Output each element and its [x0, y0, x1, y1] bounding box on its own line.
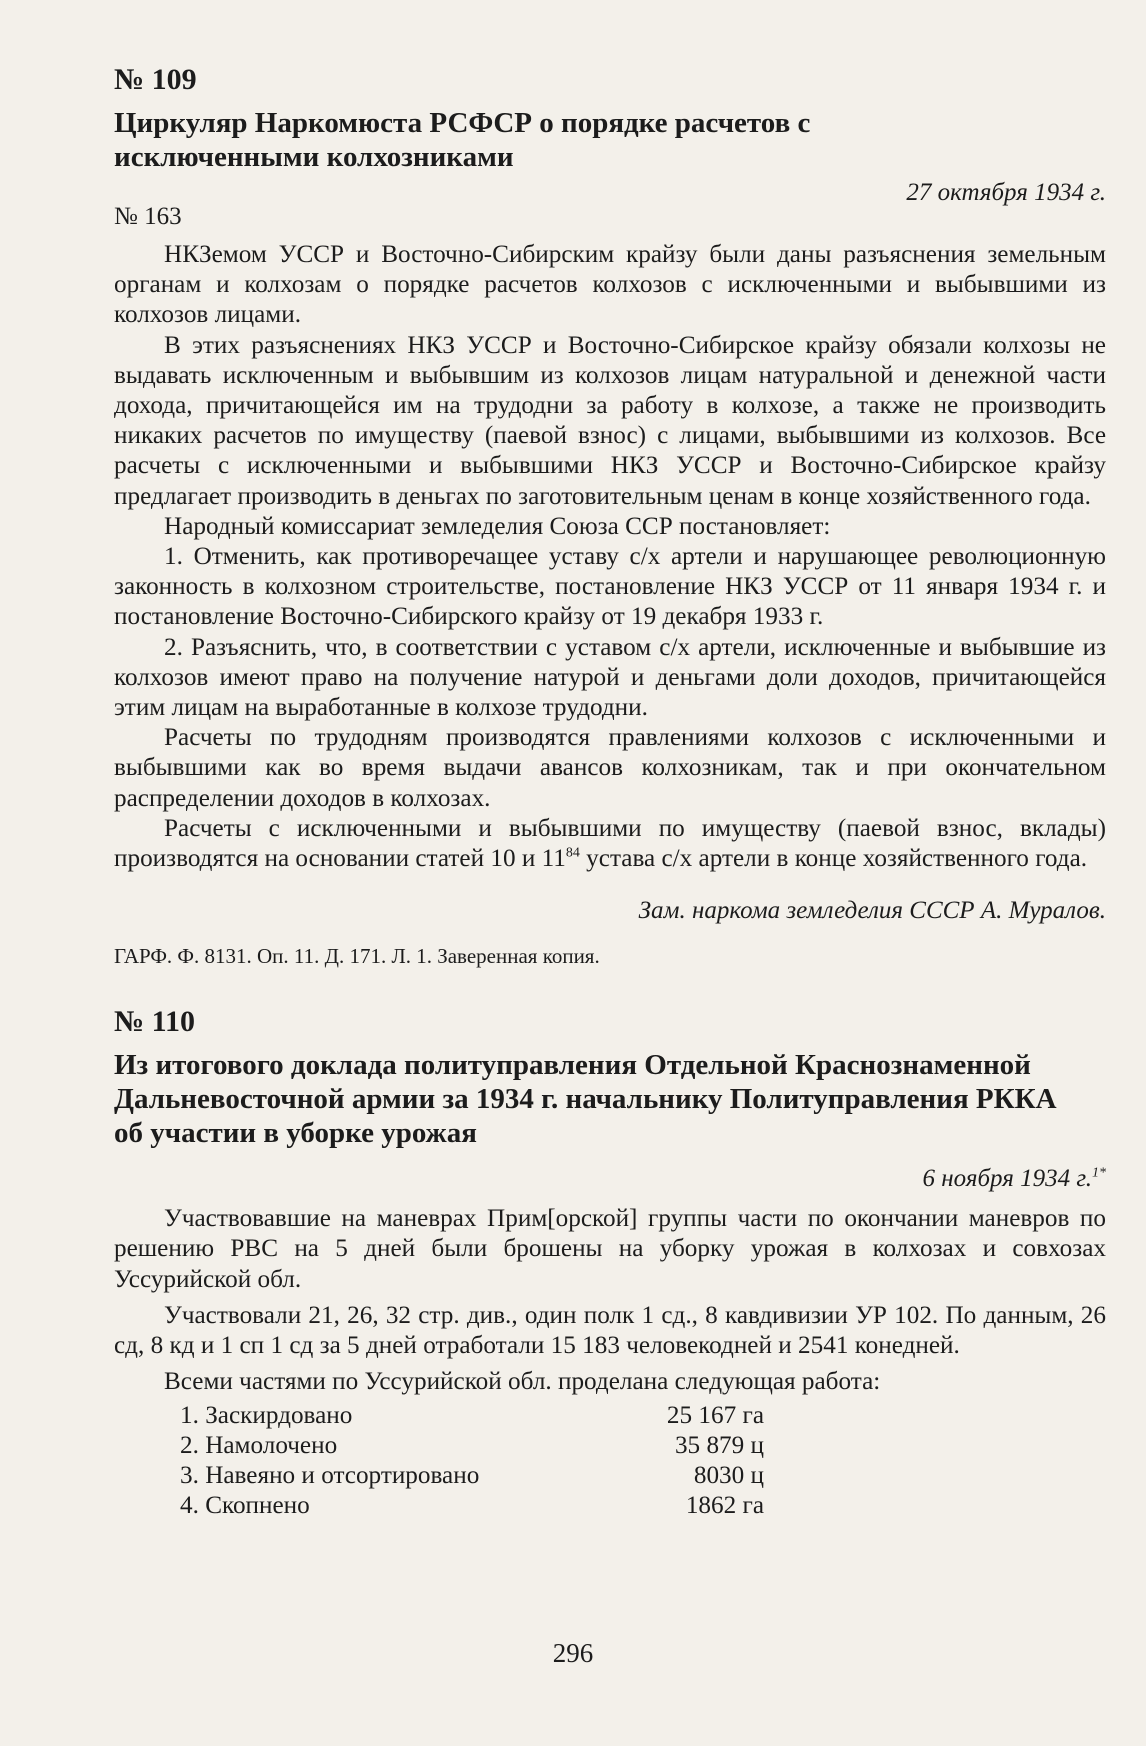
- paragraph-property-settlement: [114, 814, 1106, 874]
- date-text: 6 ноября 1934 г.: [922, 1165, 1092, 1193]
- paragraph: НКЗемом УССР и Восточно-Сибирским крайзу были даны разъяснения земельным органам и колхозам о порядке расчетов колхозов с исключенными и выбывшими из колхозов лицами.: [114, 241, 1106, 329]
- page-number: 296: [552, 1638, 594, 1668]
- paragraph: Участвовали 21, 26, 32 стр. див., один полк 1 сд., 8 кавдивизии УР 102. По данным, 26 сд, 8 кд и 1 сп 1 сд за 5 дней отработали 15 183 человекодней и 2541 конедней.: [114, 1301, 1106, 1360]
- item-value: 25 167 га: [666, 1402, 764, 1430]
- doc-109-date: 27 октября 1934 г.: [906, 179, 1106, 206]
- doc-109-number: № 109: [114, 63, 197, 96]
- item-value: 8030 ц: [693, 1462, 764, 1490]
- item-label: 3. Навеяно и отсортировано: [180, 1462, 480, 1490]
- paragraph: В этих разъяснениях НКЗ УССР и Восточно-Сибирское крайзу обязали колхозы не выдавать исключенным и выбывшим из колхозов лицам натуральной и денежной части дохода, причитающейся им на трудодни за работу в колхозе, а также не производить никаких расчетов по имуществу (паевой взнос) с лицами, выбывшими из колхозов. Все расчеты с исключенными и выбывшими НКЗ УССР и Восточно-Сибирское крайзу предлагает производить в деньгах по заготовительным ценам в конце хозяйственного года.: [114, 331, 1106, 510]
- list-item: [180, 1491, 764, 1521]
- list-item: [180, 1431, 764, 1461]
- paragraph: 2. Разъяснить, что, в соответствии с уставом с/х артели, исключенные и выбывшие из колхозов имеют право на получение натурой и деньгами доли доходов, причитающейся этим лицам на выработанные в колхозе трудодни.: [114, 633, 1106, 722]
- paragraph-text: устава с/х артели в конце хозяйственного года.: [579, 845, 1088, 873]
- doc-110-number: № 110: [114, 1005, 195, 1039]
- footnote-marker: 1*: [1092, 1165, 1106, 1181]
- item-label: 2. Намолочено: [180, 1432, 338, 1460]
- work-list: [180, 1401, 1106, 1521]
- paragraph: Участвовавшие на маневрах Прим[орской] группы части по окончании маневров по решению РВС на 5 дней были брошены на уборку урожая в колхозах и совхозах Уссурийской обл.: [114, 1205, 1106, 1293]
- doc-109-title: Циркуляр Наркомюста РСФСР о порядке расчетов с исключенными колхозниками: [114, 107, 811, 173]
- signature: Зам. наркома земледелия СССР А. Муралов.: [638, 897, 1106, 925]
- archive-source: ГАРФ. Ф. 8131. Оп. 11. Д. 171. Л. 1. Заверенная копия.: [114, 944, 600, 969]
- footnote-marker: 84: [565, 845, 580, 861]
- doc-110-title: Из итогового доклада политуправления Отдельной Краснознаменной Дальневосточной армии за 1934 г. начальнику Политуправления РККА об участии в уборке урожая: [114, 1049, 1057, 1150]
- paragraph: Всеми частями по Уссурийской обл. проделана следующая работа:: [164, 1368, 881, 1396]
- item-value: 1862 га: [685, 1492, 764, 1520]
- paragraph: Расчеты по трудодням производятся правлениями колхозов с исключенными и выбывшими как во время выдачи авансов колхозникам, так и при окончательном распределении доходов в колхозах.: [114, 724, 1106, 812]
- list-item: [180, 1461, 764, 1491]
- paragraph: Народный комиссариат земледелия Союза ССР постановляет:: [164, 512, 831, 540]
- paragraph-text: Расчеты с исключенными и выбывшими по имуществу (паевой взнос, вклады) производятся на основании статей 10 и 11: [114, 814, 1106, 873]
- item-label: 1. Заскирдовано: [180, 1402, 353, 1430]
- paragraph: 1. Отменить, как противоречащее уставу с/х артели и нарушающее революционную законность в колхозном строительстве, постановление НКЗ УССР от 11 января 1934 г. и постановление Восточно-Сибирского крайзу от 19 декабря 1933 г.: [114, 543, 1106, 631]
- doc-109-subnumber: № 163: [114, 203, 182, 230]
- doc-110-date: [114, 1164, 1106, 1194]
- item-label: 4. Скопнено: [180, 1492, 310, 1520]
- list-item: [180, 1401, 764, 1431]
- item-value: 35 879 ц: [674, 1432, 764, 1460]
